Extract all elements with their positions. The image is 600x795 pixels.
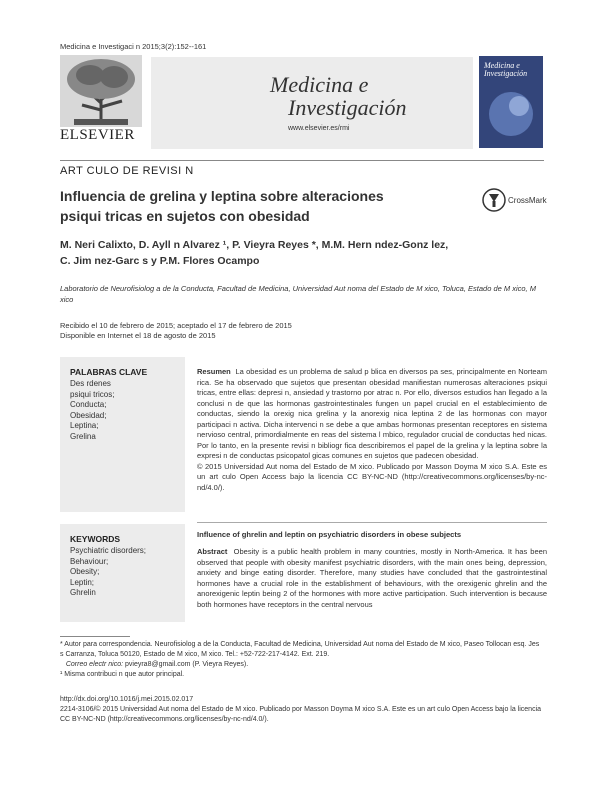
issn-copyright: 2214-3106/© 2015 Universidad Aut noma del Estado de M xico. Publicado por Masson Doyma M xico S.A. Este es un art culo Open Access bajo la licencia CC BY-NC-ND (http://creativecommons.org/licenses/by-nc-nd/4.0/). — [60, 706, 542, 723]
affiliation: Laboratorio de Neurofisiolog a de la Conducta, Facultad de Medicina, Universidad Aut noma del Estado de M xico, Toluca, Estado de M xico, M xico — [60, 284, 536, 304]
resumen-text: La obesidad es un problema de salud p blica en diversos pa ses, principalmente en Norteam rica. Se ha observado que sujetos que presentan obesidad manifiestan numerosas alteraciones psiqui tricas, entre ellas: depresi n, ansiedad y trastorno por atrac n. Por ello, diversos estudios han llegado a la conclusi n de que las hormonas gastrointestinales fungen un papel crucial en el establecimiento de conductas, siendo la orexig nica grelina y la anorexig nica leptina 2 de las hormonas con mayor participaci n activa. Dicha intervenci n se debe a que ambas hormonas presentan receptores en sistema nervioso central, primordialmente en reas del sistema l mbico, regulador crucial de conductas hed nicas. Por lo tanto, en la presente revisi n bibliogr fica describiremos el papel de la grelina y la leptina sobre la expresi n de conductas psicopatol gicas comunes en sujetos que padecen obesidad. — [197, 367, 547, 460]
author-list — [60, 237, 544, 269]
english-divider — [197, 522, 547, 523]
journal-url[interactable]: www.elsevier.es/rmi — [288, 125, 350, 132]
resumen-block — [197, 367, 547, 493]
equal-contribution: ¹ Misma contribuci n que autor principal. — [60, 671, 185, 678]
keywords-es-box — [60, 357, 185, 512]
journal-title-line1: Medicina e — [270, 72, 369, 97]
email-address[interactable]: pvieyra8@gmail.com (P. Vieyra Reyes). — [125, 661, 249, 668]
cover-title: Medicina e Investigación — [484, 61, 528, 78]
keyword: Obesidad; — [70, 410, 107, 420]
doi-link[interactable]: http://dx.doi.org/10.1016/j.mei.2015.02.017 — [60, 696, 194, 703]
keyword: Conducta; — [70, 400, 107, 409]
corresponding-author: * Autor para correspondencia. Neurofisiolog a de la Conducta, Facultad de Medicina, Universidad Aut noma del Estado de M xico, Paseo Tollocan esq. Jes s Carranza, Toluca 50120, Estado de M xico, M xico. Tel.: +52-722-217-4142. Ext. 219. — [60, 641, 540, 658]
resumen-label: Resumen — [197, 367, 231, 376]
running-head: Medicina e Investigaci n 2015;3(2):152--161 — [60, 42, 207, 51]
keywords-en-box — [60, 524, 185, 622]
journal-title-line2: Investigación — [288, 95, 407, 120]
abstract-block — [197, 547, 547, 610]
online-date: Disponible en Internet el 18 de agosto de 2015 — [60, 331, 216, 340]
received-date: Recibido el 10 de febrero de 2015; aceptado el 17 de febrero de 2015 — [60, 321, 292, 330]
title-line2: psiqui tricas en sujetos con obesidad — [60, 208, 310, 224]
authors-line1: M. Neri Calixto, D. Ayll n Alvarez ¹, P. Vieyra Reyes *, M.M. Hern ndez-Gonz lez, — [60, 239, 449, 251]
footnote-divider — [60, 636, 130, 637]
keyword: Behaviour; — [70, 556, 109, 566]
resumen-copyright: © 2015 Universidad Aut noma del Estado de M xico. Publicado por Masson Doyma M xico S.A. Este es un art culo Open Access bajo la licencia CC BY-NC-ND (http://creativecommons.org/licenses/by-nc-nd/4.0/). — [197, 461, 547, 492]
keyword: Leptina; — [70, 421, 99, 430]
email-label: Correo electr nico: — [65, 661, 124, 668]
keywords-en-heading: KEYWORDS — [70, 534, 121, 544]
crossmark-icon[interactable] — [482, 188, 506, 217]
publisher-wordmark: ELSEVIER — [60, 127, 135, 143]
header-divider — [60, 160, 544, 161]
footnotes — [60, 640, 544, 680]
abstract-label: Abstract — [197, 547, 228, 556]
keyword: psiqui tricos; — [70, 389, 115, 399]
email-line — [60, 660, 544, 670]
english-title: Influence of ghrelin and leptin on psychiatric disorders in obese subjects — [197, 530, 462, 539]
keyword: Grelina — [70, 431, 96, 441]
keyword: Obesity; — [70, 567, 100, 576]
keywords-es-heading: PALABRAS CLAVE — [70, 367, 148, 377]
keyword: Psychiatric disorders; — [70, 546, 147, 555]
crossmark-label: CrossMark — [508, 196, 547, 205]
doi-block — [60, 695, 544, 725]
article-dates — [60, 321, 544, 341]
keyword: Ghrelin — [70, 588, 96, 597]
title-line1: Influencia de grelina y leptina sobre alteraciones — [60, 188, 384, 204]
authors-line2: C. Jim nez-Garc s y P.M. Flores Ocampo — [60, 255, 260, 267]
abstract-text: Obesity is a public health problem in many countries, mostly in North-America. It has been observed that people with obesity manifest psychiatric disorders, with the main ones being, depression, anxiety and binge eating disorder. Therefore, many studies have concluded that the gastrointestinal hormones have a crucial role in the establishment of behaviours, with the orexigenic ghrelin and the anorexigenic leptin being 2 of the hormones with more active participation. Such intervention is because both hormones have receptors in the central nervous — [197, 547, 547, 609]
article-title — [60, 186, 460, 226]
keyword: Leptin; — [70, 577, 95, 587]
keyword: Des rdenes — [70, 379, 111, 388]
section-label: ART CULO DE REVISI N — [60, 165, 194, 177]
